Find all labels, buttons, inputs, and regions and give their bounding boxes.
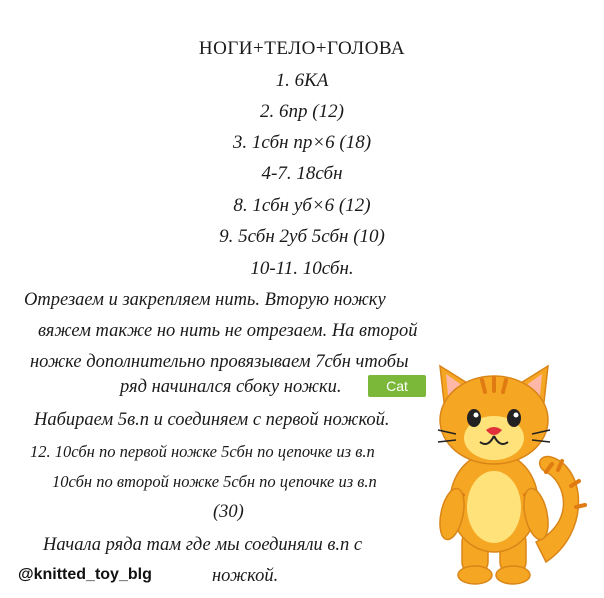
row-2: 2. 6пр (12) [260, 101, 344, 122]
instruction-line-2: 12. 10сбн по первой ножке 5сбн по цепочке из в.п [30, 442, 375, 461]
instagram-handle: @knitted_toy_blg [18, 566, 152, 583]
row-7: 10-11. 10сбн. [250, 258, 354, 279]
instruction-line-1: Набираем 5в.п и соединяем с первой ножкой. [34, 410, 390, 430]
row-1: 1. 6КА [275, 70, 329, 91]
cat-badge: Cat [368, 375, 426, 397]
cartoon-cat-icon [426, 362, 596, 592]
instruction-line-4: (30) [213, 502, 244, 522]
instruction-line-5: Начала ряда там где мы соединяли в.п с [43, 535, 363, 555]
row-6: 9. 5сбн 2уб 5сбн (10) [219, 226, 385, 247]
paragraph-line-1: Отрезаем и закрепляем нить. Вторую ножку [24, 290, 386, 310]
paragraph-line-2: вяжем также но нить не отрезаем. На второй [38, 321, 418, 341]
paragraph-line-4: ряд начинался сбоку ножки. [120, 377, 342, 397]
instruction-line-6: ножкой. [212, 566, 279, 586]
row-4: 4-7. 18сбн [261, 163, 343, 184]
instruction-line-3: 10сбн по второй ножке 5сбн по цепочке из в.п [52, 472, 377, 491]
paragraph-line-3: ножке дополнительно провязываем 7сбн чтобы [30, 352, 409, 372]
row-3: 3. 1сбн пр×6 (18) [232, 132, 372, 153]
row-5: 8. 1сбн уб×6 (12) [233, 195, 371, 216]
title: НОГИ+ТЕЛО+ГОЛОВА [198, 38, 406, 59]
